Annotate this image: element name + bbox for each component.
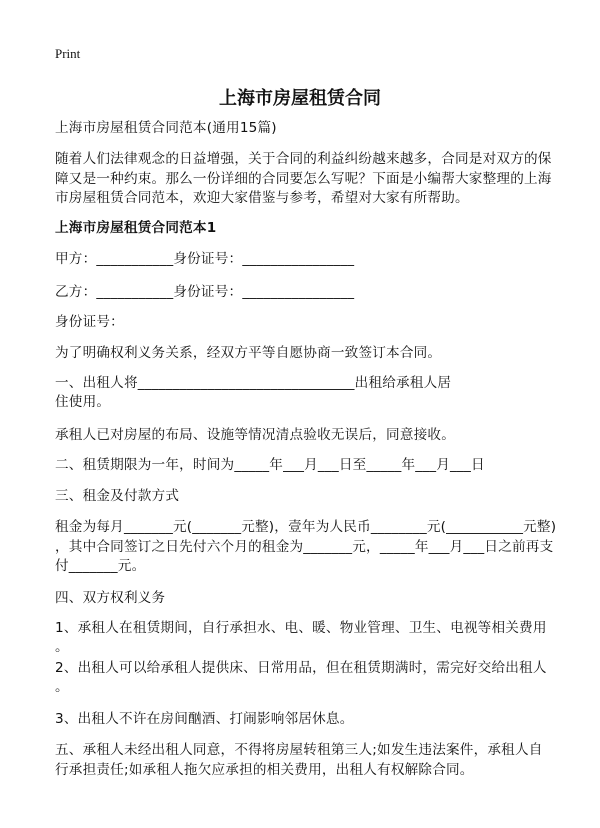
party-b-line: 乙方：___________身份证号：________________ [55, 284, 355, 300]
rent-line: ，其中合同签订之日先付六个月的租金为_______元，_____年___月___日之前再支 [55, 539, 554, 555]
paragraph: 承租人已对房屋的布局、设施等情况清点验收无误后，同意接收。 [55, 427, 456, 443]
item-2: 2、出租人可以给承租人提供床、日常用品，但在租赁期满时，需完好交给出租人 [55, 660, 547, 676]
clause-1: 一、出租人将_______________________________出租给承租人居 [55, 375, 452, 391]
section-heading: 上海市房屋租赁合同范本1 [55, 220, 217, 236]
subtitle: 上海市房屋租赁合同范本(通用15篇) [55, 120, 277, 136]
page-title: 上海市房屋租赁合同 [219, 88, 381, 109]
id-line: 身份证号： [55, 314, 124, 330]
print-link[interactable]: Print [55, 46, 81, 61]
intro-line: 市房屋租赁合同范本，欢迎大家借鉴与参考，希望对大家有所帮助。 [55, 190, 469, 206]
rent-line: 租金为每月_______元(_______元整)，壹年为人民币________元(___________元整) [55, 519, 557, 535]
item-1: 。 [55, 639, 69, 655]
intro-line: 随着人们法律观念的日益增强，关于合同的利益纠纷越来越多，合同是对双方的保 [55, 151, 552, 167]
clause-3: 三、租金及付款方式 [55, 488, 180, 504]
clause-5: 行承担责任;如承租人拖欠应承担的相关费用，出租人有权解除合同。 [55, 762, 474, 778]
item-2: 。 [55, 679, 69, 695]
intro-line: 障又是一种约束。那么一份详细的合同要怎么写呢？下面是小编帮大家整理的上海 [55, 171, 552, 187]
clause-4: 四、双方权利义务 [55, 590, 166, 606]
clause-1: 住使用。 [55, 394, 111, 410]
rent-line: 付_______元。 [55, 558, 146, 574]
item-1: 1、承租人在租赁期间，自行承担水、电、暖、物业管理、卫生、电视等相关费用 [55, 620, 547, 636]
clause-2: 二、租赁期限为一年，时间为_____年___月___日至_____年___月___日 [55, 457, 485, 473]
paragraph: 为了明确权利义务关系，经双方平等自愿协商一致签订本合同。 [55, 345, 442, 361]
party-a-line: 甲方：___________身份证号：________________ [55, 251, 355, 267]
clause-5: 五、承租人未经出租人同意，不得将房屋转租第三人;如发生违法案件，承租人自 [55, 742, 543, 758]
item-3: 3、出租人不许在房间酗酒、打闹影响邻居休息。 [55, 711, 354, 727]
